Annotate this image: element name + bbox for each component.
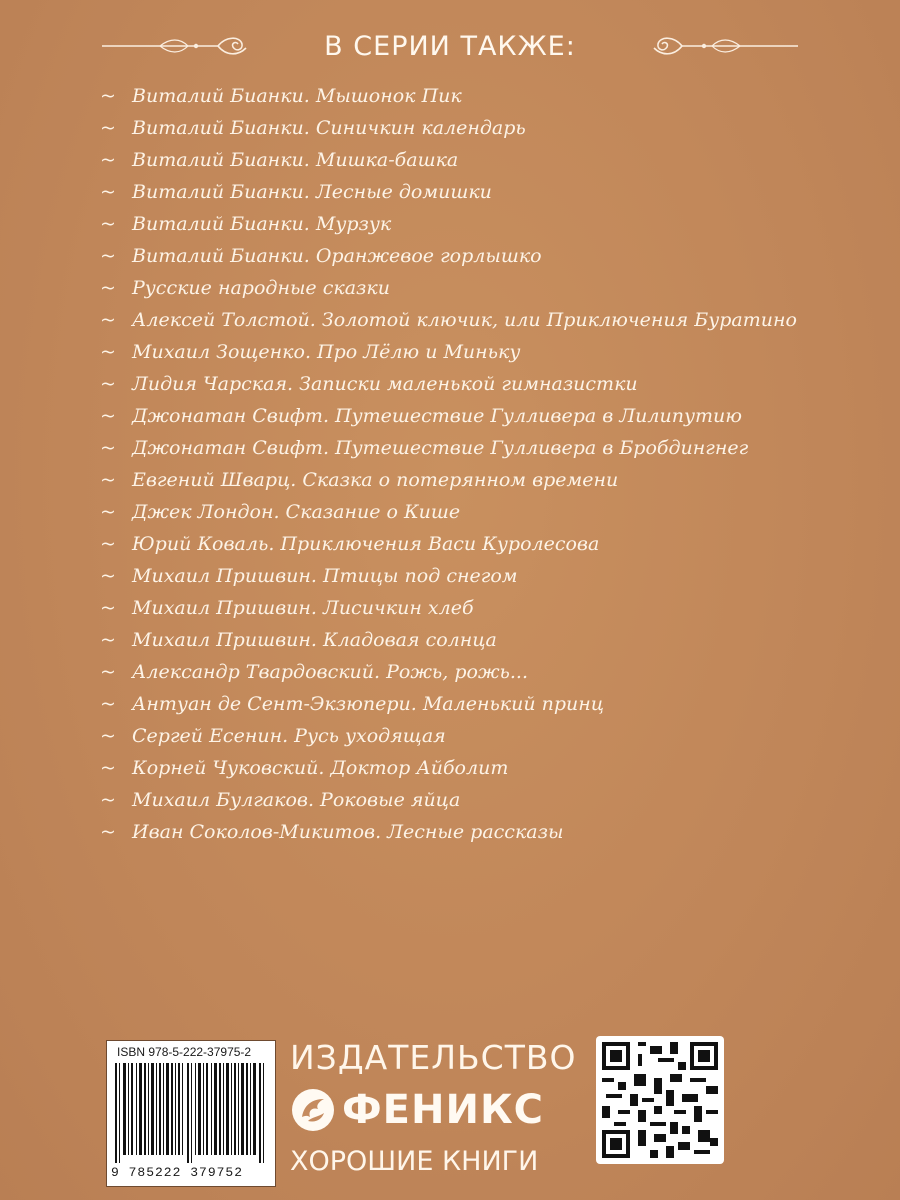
bullet: ~: [100, 373, 116, 395]
bullet: ~: [100, 309, 116, 331]
book-title: Джонатан Свифт. Путешествие Гулливера в Бробдингнег: [132, 437, 749, 459]
book-title: Сергей Есенин. Русь уходящая: [132, 725, 446, 747]
bullet: ~: [100, 661, 116, 683]
book-title: Виталий Бианки. Оранжевое горлышко: [132, 245, 542, 267]
list-item: [100, 464, 820, 496]
bullet: ~: [100, 565, 116, 587]
bullet: ~: [100, 85, 116, 107]
book-title: Лидия Чарская. Записки маленькой гимназистки: [132, 373, 638, 395]
bullet: ~: [100, 693, 116, 715]
book-title: Джек Лондон. Сказание о Кише: [132, 501, 461, 523]
book-title: Евгений Шварц. Сказка о потерянном времени: [132, 469, 619, 491]
list-item: [100, 112, 820, 144]
bullet: ~: [100, 821, 116, 843]
list-item: [100, 592, 820, 624]
bullet: ~: [100, 149, 116, 171]
list-item: [100, 400, 820, 432]
list-item: [100, 368, 820, 400]
brand-name: ФЕНИКС: [342, 1087, 544, 1133]
list-item: [100, 80, 820, 112]
book-title: Иван Соколов-Микитов. Лесные рассказы: [132, 821, 564, 843]
list-item: [100, 176, 820, 208]
list-item: [100, 240, 820, 272]
book-title: Александр Твардовский. Рожь, рожь...: [132, 661, 529, 683]
qr-code-icon: [602, 1042, 718, 1158]
book-title: Виталий Бианки. Мурзук: [132, 213, 392, 235]
bullet: ~: [100, 181, 116, 203]
isbn-number: ISBN 978-5-222-37975-2: [117, 1045, 252, 1059]
barcode-digits: 9 785222 379752: [111, 1165, 244, 1180]
bullet: ~: [100, 437, 116, 459]
bullet: ~: [100, 629, 116, 651]
list-item: [100, 208, 820, 240]
bullet: ~: [100, 597, 116, 619]
bullet: ~: [100, 117, 116, 139]
bullet: ~: [100, 757, 116, 779]
list-item: [100, 528, 820, 560]
bullet: ~: [100, 533, 116, 555]
list-item: [100, 656, 820, 688]
qr-code-box: [596, 1036, 724, 1164]
flourish-left-icon: [100, 30, 250, 62]
bullet: ~: [100, 213, 116, 235]
bullet: ~: [100, 245, 116, 267]
list-item: [100, 432, 820, 464]
list-item: [100, 816, 820, 848]
brand-row: [290, 1084, 544, 1136]
bullet: ~: [100, 341, 116, 363]
flourish-right-icon: [650, 30, 800, 62]
book-title: Михаил Зощенко. Про Лёлю и Миньку: [132, 341, 521, 363]
bullet: ~: [100, 501, 116, 523]
book-title: Михаил Булгаков. Роковые яйца: [132, 789, 461, 811]
book-title: Антуан де Сент-Экзюпери. Маленький принц: [132, 693, 605, 715]
book-title: Джонатан Свифт. Путешествие Гулливера в Лилипутию: [132, 405, 742, 427]
list-item: [100, 496, 820, 528]
series-header: [100, 24, 800, 68]
book-title: Михаил Пришвин. Птицы под снегом: [132, 565, 518, 587]
bullet: ~: [100, 405, 116, 427]
list-item: [100, 752, 820, 784]
bullet: ~: [100, 789, 116, 811]
series-title: В СЕРИИ ТАКЖЕ:: [324, 30, 576, 62]
book-title: Алексей Толстой. Золотой ключик, или Приключения Буратино: [132, 309, 797, 331]
isbn-barcode-box: [106, 1040, 276, 1187]
bullet: ~: [100, 469, 116, 491]
list-item: [100, 720, 820, 752]
list-item: [100, 688, 820, 720]
list-item: [100, 272, 820, 304]
list-item: [100, 336, 820, 368]
book-title: Виталий Бианки. Мишка-башка: [132, 149, 459, 171]
publisher-label: ИЗДАТЕЛЬСТВО: [290, 1038, 577, 1077]
phoenix-logo-icon: [290, 1087, 336, 1133]
book-title: Корней Чуковский. Доктор Айболит: [132, 757, 509, 779]
book-title: Юрий Коваль. Приключения Васи Куролесова: [132, 533, 600, 555]
bullet: ~: [100, 725, 116, 747]
book-title: Михаил Пришвин. Лисичкин хлеб: [132, 597, 474, 619]
book-title: Михаил Пришвин. Кладовая солнца: [132, 629, 497, 651]
book-title: Виталий Бианки. Мышонок Пик: [132, 85, 462, 107]
book-title: Русские народные сказки: [132, 277, 390, 299]
bullet: ~: [100, 277, 116, 299]
book-title: Виталий Бианки. Лесные домишки: [132, 181, 492, 203]
list-item: [100, 784, 820, 816]
book-title: Виталий Бианки. Синичкин календарь: [132, 117, 526, 139]
list-item: [100, 144, 820, 176]
list-item: [100, 624, 820, 656]
list-item: [100, 560, 820, 592]
tagline: ХОРОШИЕ КНИГИ: [290, 1146, 539, 1177]
list-item: [100, 304, 820, 336]
barcode-icon: [113, 1063, 269, 1163]
book-list: [100, 80, 820, 848]
